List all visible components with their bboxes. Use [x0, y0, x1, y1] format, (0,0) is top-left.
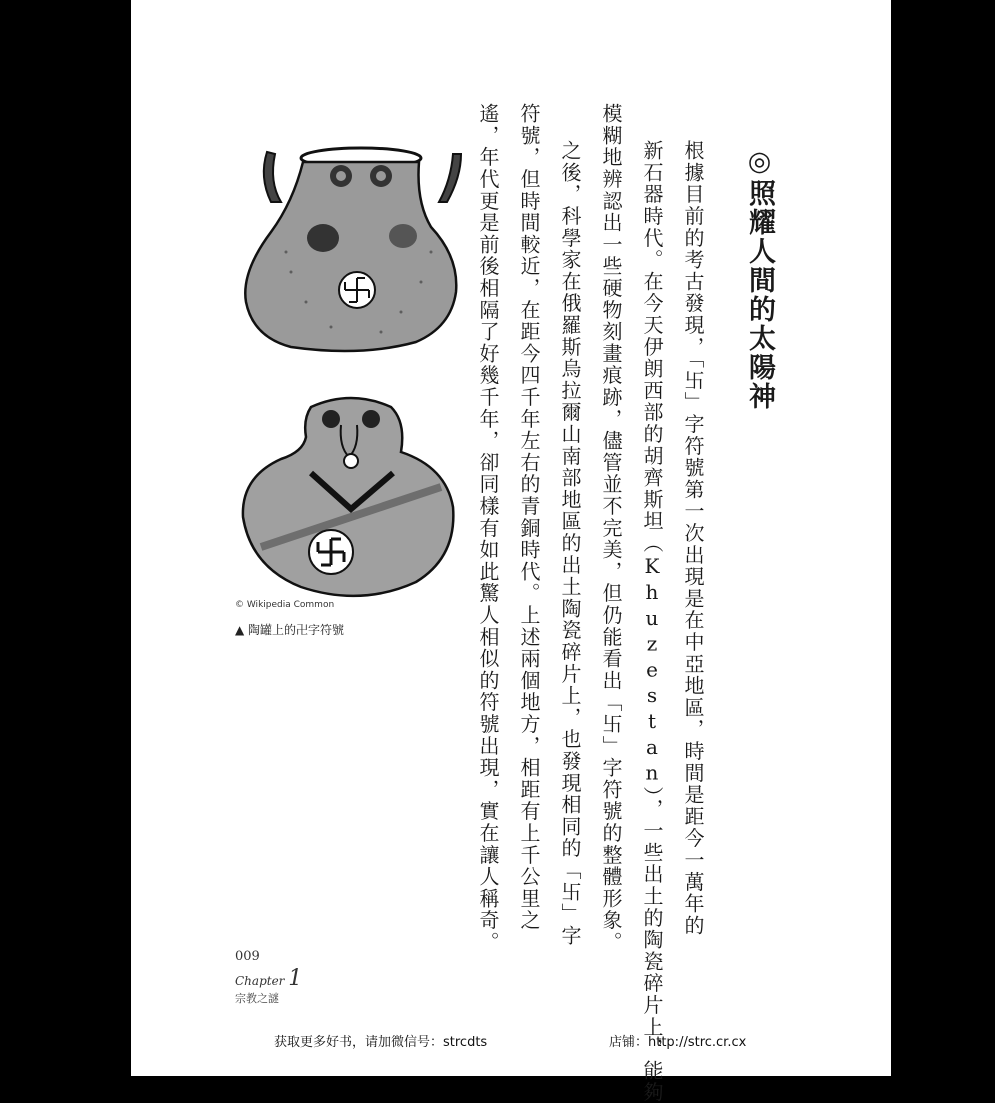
- chapter-word: Chapter: [235, 974, 285, 988]
- promo-shop-link[interactable]: 店铺：http://strc.cr.cx: [609, 1035, 747, 1050]
- promo-wechat: 获取更多好书，请加微信号：strcdts: [274, 1035, 488, 1050]
- body-column-3: 模糊地辨認出一些硬物刻畫痕跡，儘管並不完美，但仍能看出「卐」字符號的整體形象。: [599, 103, 623, 954]
- body-column-2: 新石器時代。在今天伊朗西部的胡齊斯坦（Khuzestan），一些出土的陶瓷碎片上，能夠: [640, 140, 664, 1103]
- book-page: [131, 0, 891, 1103]
- jar-lower-drawing: [243, 398, 453, 596]
- pottery-illustration: [231, 142, 471, 602]
- body-column-5: 符號，但時間較近，在距今四千年左右的青銅時代。上述兩個地方，相距有上千公里之: [517, 103, 541, 932]
- body-column-4: 之後，科學家在俄羅斯烏拉爾山南部地區的出土陶瓷碎片上，也發現相同的「卐」字: [558, 140, 582, 947]
- body-column-1: 根據目前的考古發現，「卐」字符號第一次出現是在中亞地區，時間是距今一萬年的: [681, 140, 705, 937]
- jar-upper-drawing: [245, 148, 461, 351]
- section-title: ◎照耀人間的太陽神: [744, 146, 775, 411]
- page-number: 009: [235, 949, 260, 964]
- chapter-label: [235, 966, 302, 991]
- chapter-section-name: 宗教之謎: [235, 992, 279, 1005]
- image-credit: © Wikipedia Common: [235, 600, 335, 610]
- figure-caption: ▲ 陶罐上的卍字符號: [235, 623, 345, 637]
- chapter-number: 1: [288, 966, 303, 991]
- body-column-6: 遙，年代更是前後相隔了好幾千年，卻同樣有如此驚人相似的符號出現，實在讓人稱奇。: [476, 103, 500, 954]
